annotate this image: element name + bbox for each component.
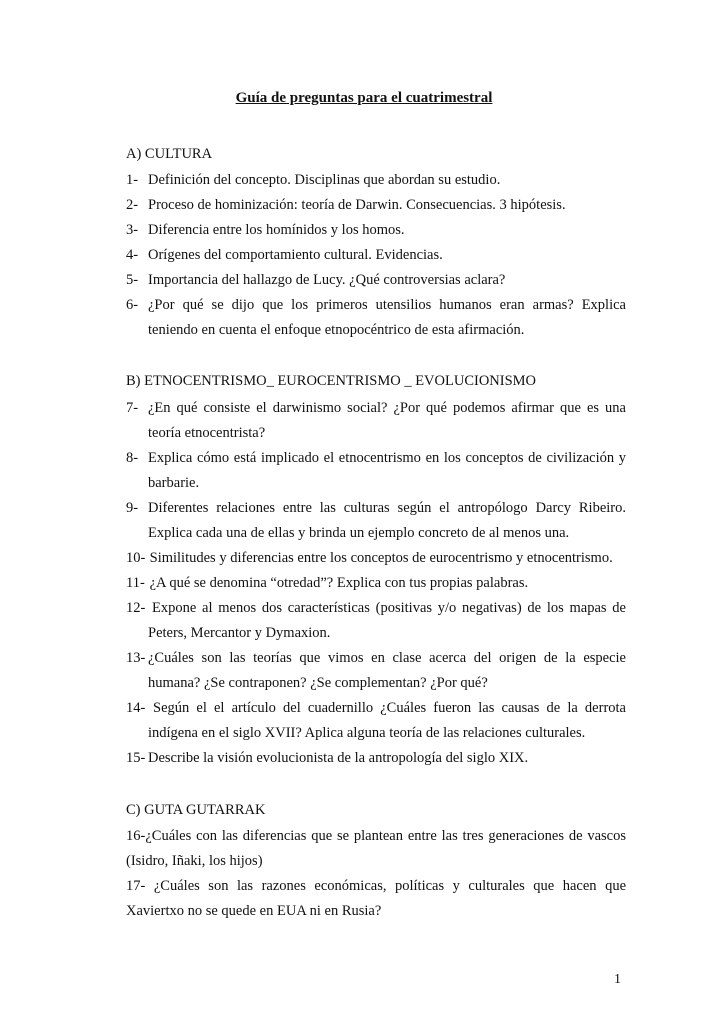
- page-title: Guía de preguntas para el cuatrimestral: [235, 90, 493, 106]
- question-number: 17-: [126, 878, 146, 894]
- page-number: 1: [614, 972, 621, 987]
- question-15: [126, 748, 626, 768]
- question-text: Explica cómo está implicado el etnocentrismo en los conceptos de civilización y: [148, 450, 626, 466]
- question-5: [126, 270, 626, 290]
- question-text: Describe la visión evolucionista de la antropología del siglo XIX.: [148, 750, 529, 766]
- question-11: [126, 573, 626, 593]
- question-number: 2-: [126, 197, 139, 213]
- question-1: [126, 170, 626, 190]
- question-text: ¿En qué consiste el darwinismo social? ¿Por qué podemos afirmar que es una: [148, 400, 626, 416]
- question-10: [126, 548, 626, 568]
- question-16: [126, 826, 626, 846]
- question-number: 15-: [126, 750, 146, 766]
- question-text: Importancia del hallazgo de Lucy. ¿Qué controversias aclara?: [148, 272, 506, 288]
- question-text: Diferentes relaciones entre las culturas según el antropólogo Darcy Ribeiro.: [148, 500, 626, 516]
- question-text: ¿Cuáles son las razones económicas, políticas y culturales que hacen que: [153, 878, 626, 894]
- question-number: 8-: [126, 450, 139, 466]
- question-number: 3-: [126, 222, 139, 238]
- question-number: 7-: [126, 400, 139, 416]
- question-text: Según el el artículo del cuadernillo ¿Cuáles fueron las causas de la derrota: [153, 700, 626, 716]
- question-2: [126, 195, 626, 215]
- question-text: Proceso de hominización: teoría de Darwin. Consecuencias. 3 hipótesis.: [148, 197, 566, 213]
- question-text-continued: Xaviertxo no se quede en EUA ni en Rusia?: [126, 903, 382, 919]
- question-number: 13-: [126, 650, 146, 666]
- question-text-continued: humana? ¿Se contraponen? ¿Se complementan? ¿Por qué?: [148, 675, 488, 691]
- question-4: [126, 245, 626, 265]
- question-3: [126, 220, 626, 240]
- question-text: ¿A qué se denomina “otredad”? Explica con tus propias palabras.: [149, 575, 529, 591]
- question-text: ¿Por qué se dijo que los primeros utensilios humanos eran armas? Explica: [148, 297, 626, 313]
- question-text: ¿Cuáles son las teorías que vimos en clase acerca del origen de la especie: [148, 650, 626, 666]
- question-text: Expone al menos dos características (positivas y/o negativas) de los mapas de: [152, 600, 626, 616]
- question-text-continued: Explica cada una de ellas y brinda un ejemplo concreto de al menos una.: [148, 525, 570, 541]
- question-17: [126, 876, 626, 896]
- question-number: 6-: [126, 297, 139, 313]
- question-text: Orígenes del comportamiento cultural. Evidencias.: [148, 247, 443, 263]
- question-number: 10-: [126, 550, 146, 566]
- question-number: 5-: [126, 272, 139, 288]
- question-number: 4-: [126, 247, 139, 263]
- question-text-continued: teniendo en cuenta el enfoque etnopocéntrico de esta afirmación.: [148, 322, 525, 338]
- question-text: Diferencia entre los homínidos y los homos.: [148, 222, 405, 238]
- question-number: 16-: [126, 828, 146, 844]
- question-number: 14-: [126, 700, 146, 716]
- question-text-continued: indígena en el siglo XVII? Aplica alguna teoría de las relaciones culturales.: [148, 725, 586, 741]
- section-heading-b: B) ETNOCENTRISMO_ EUROCENTRISMO _ EVOLUCIONISMO: [126, 373, 537, 389]
- question-text: Definición del concepto. Disciplinas que abordan su estudio.: [148, 172, 501, 188]
- question-text-continued: (Isidro, Iñaki, los hijos): [126, 853, 263, 869]
- question-text: ¿Cuáles con las diferencias que se plantean entre las tres generaciones de vascos: [145, 828, 626, 844]
- question-number: 12-: [126, 600, 146, 616]
- question-number: 9-: [126, 500, 139, 516]
- section-heading-a: A) CULTURA: [126, 146, 213, 162]
- question-text-continued: teoría etnocentrista?: [148, 425, 266, 441]
- section-heading-c: C) GUTA GUTARRAK: [126, 802, 266, 818]
- question-number: 11-: [126, 575, 145, 591]
- question-text-continued: Peters, Mercantor y Dymaxion.: [148, 625, 331, 641]
- question-text: Similitudes y diferencias entre los conceptos de eurocentrismo y etnocentrismo.: [149, 550, 613, 566]
- question-text-continued: barbarie.: [148, 475, 200, 491]
- question-number: 1-: [126, 172, 139, 188]
